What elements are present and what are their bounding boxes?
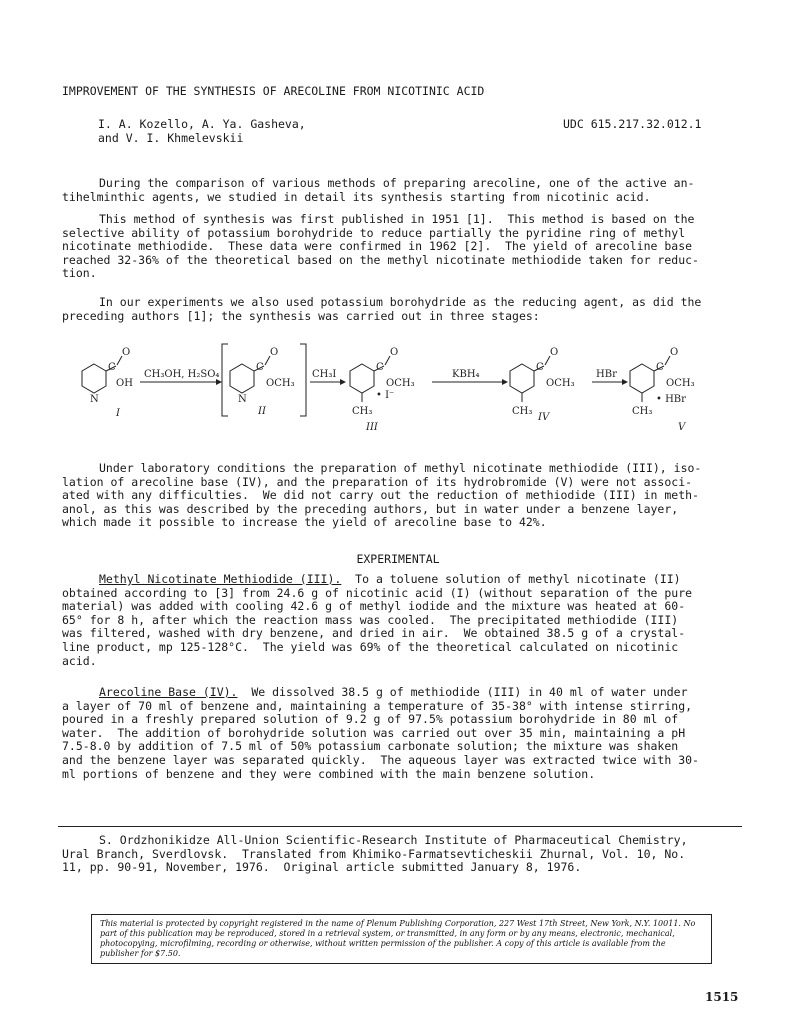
atom-c-2: C: [256, 362, 264, 373]
label-compound-5: V: [678, 422, 686, 433]
atom-c-5: C: [656, 362, 664, 373]
atom-o-4: O: [550, 347, 559, 358]
section-methiodide-text: To a toluene solution of methyl nicotinate (II) obtained according to [3] from 24.6 g of nicotinic acid (I) (without separation of the pure material) was added with cooling 42.6 g of methyl iodide and the mixture was heated at 60- 65° for 8 h, after which the reaction mass was cooled. The precipitated methiodide (III) was filtered, washed with dry benzene, and dried in air. We obtained 38.5 g of a crystal- line product, mp 125-128°C. The yield was 69% of the theoretical calculated on nicotinic acid.: [62, 572, 693, 668]
reagent-4: HBr: [596, 369, 617, 380]
reaction-scheme: [70, 336, 730, 436]
atom-o-3: O: [390, 347, 399, 358]
group-oh: OH: [116, 378, 133, 389]
label-compound-1: I: [116, 408, 120, 419]
atom-n-1: N: [90, 394, 99, 405]
group-och3-4: OCH₃: [546, 378, 575, 389]
authors-line-2: and V. I. Khmelevskii: [98, 130, 244, 145]
label-compound-2: II: [258, 406, 266, 417]
atom-c-3: C: [376, 362, 384, 373]
counterion-iodide: • I⁻: [376, 390, 395, 401]
author-list: [98, 118, 306, 145]
atom-o-5: O: [670, 347, 679, 358]
group-och3-3: OCH₃: [386, 378, 415, 389]
atom-c-1: C: [108, 362, 116, 373]
group-ch3-4: CH₃: [512, 406, 533, 417]
section-methiodide-heading: Methyl Nicotinate Methiodide (III).: [99, 572, 342, 586]
section-methiodide: [62, 573, 752, 668]
ring-compound-5: [630, 364, 654, 393]
atom-o-2: O: [270, 347, 279, 358]
atom-o-1: O: [122, 347, 131, 358]
label-compound-3: III: [366, 422, 378, 433]
section-arecoline-base: [62, 686, 752, 781]
group-och3-2: OCH₃: [266, 378, 295, 389]
salt-hbr: • HBr: [656, 394, 686, 405]
affiliation-footnote: S. Ordzhonikidze All-Union Scientific-Research Institute of Pharmaceutical Chemistry, Ural Branch, Sverdlovsk. Translated from Khimiko-Farmatsevticheskii Zhurnal, Vol. 10, No. 11, pp. 90-91, November, 1976. Original article submitted January 8, 1976.: [62, 833, 688, 875]
udc-code: UDC 615.217.32.012.1: [563, 117, 702, 131]
bracket-right: [300, 344, 306, 416]
reagent-1: CH₃OH, H₂SO₄: [144, 369, 220, 380]
group-och3-5: OCH₃: [666, 378, 695, 389]
page-number: 1515: [705, 990, 739, 1004]
intro-paragraph-3: In our experiments we also used potassium borohydride as the reducing agent, as did the preceding authors [1]; the synthesis was carried out in three stages:: [62, 295, 702, 323]
ring-compound-4: [510, 364, 534, 393]
bracket-left: [222, 344, 228, 416]
reagent-3: KBH₄: [452, 369, 480, 380]
ring-compound-1: [82, 364, 106, 393]
footnote-divider: [58, 826, 742, 827]
ring-compound-2: [230, 364, 254, 393]
intro-paragraph-1: During the comparison of various methods of preparing arecoline, one of the active an- tihelminthic agents, we studied in detail its synthesis starting from nicotinic acid.: [62, 176, 695, 204]
group-ch3-3: CH₃: [352, 406, 373, 417]
intro-paragraph-2: This method of synthesis was first published in 1951 [1]. This method is based on the selective ability of potassium borohydride to reduce partially the pyridine ring of methyl nicotinate methiodide. These data were confirmed in 1962 [2]. The yield of arecoline base reached 32-36% of the theoretical based on the methyl nicotinate methiodide taken for reduc- tion.: [62, 212, 699, 281]
ring-compound-3: [350, 364, 374, 393]
article-title: IMPROVEMENT OF THE SYNTHESIS OF ARECOLINE FROM NICOTINIC ACID: [62, 84, 485, 98]
section-arecoline-heading: Arecoline Base (IV).: [99, 685, 238, 699]
authors-line-1: I. A. Kozello, A. Ya. Gasheva,: [98, 117, 306, 131]
atom-n-2: N: [238, 394, 247, 405]
section-arecoline-text: We dissolved 38.5 g of methiodide (III) in 40 ml of water under a layer of 70 ml of benzene and, maintaining a temperature of 35-38° with intense stirring, poured in a freshly prepared solution of 9.2 g of 97.5% potassium borohydride in 80 ml of water. The addition of borohydride solution was carried out over 35 min, maintaining a pH 7.5-8.0 by addition of 7.5 ml of 50% potassium carbonate solution; the mixture was shaken and the benzene layer was separated quickly. The aqueous layer was extracted twice with 30- ml portions of benzene and they were combined with the main benzene solution.: [62, 685, 699, 781]
reagent-2: CH₃I: [312, 369, 337, 380]
copyright-notice: This material is protected by copyright registered in the name of Plenum Publishing Corporation, 227 West 17th Street, New York, N.Y. 10011. No part of this publication may be reproduced, stored in a retrieval system, or transmitted, in any form or by any means, electronic, mechanical, photocopying, microfilming, recording or otherwise, without written permission of the publisher. A copy of this article is available from the publisher for $7.50.: [91, 914, 712, 964]
results-paragraph: Under laboratory conditions the preparation of methyl nicotinate methiodide (III), iso- lation of arecoline base (IV), and the preparation of its hydrobromide (V) were not associ- ated with any difficulties. We did not carry out the reduction of methiodide (III) in meth- anol, as this was described by the preceding authors, but in water under a benzene layer, which made it possible to increase the yield of arecoline base to 42%.: [62, 461, 702, 530]
atom-c-4: C: [536, 362, 544, 373]
group-ch3-5: CH₃: [632, 406, 653, 417]
label-compound-4: IV: [538, 412, 550, 423]
experimental-heading: EXPERIMENTAL: [356, 552, 440, 566]
